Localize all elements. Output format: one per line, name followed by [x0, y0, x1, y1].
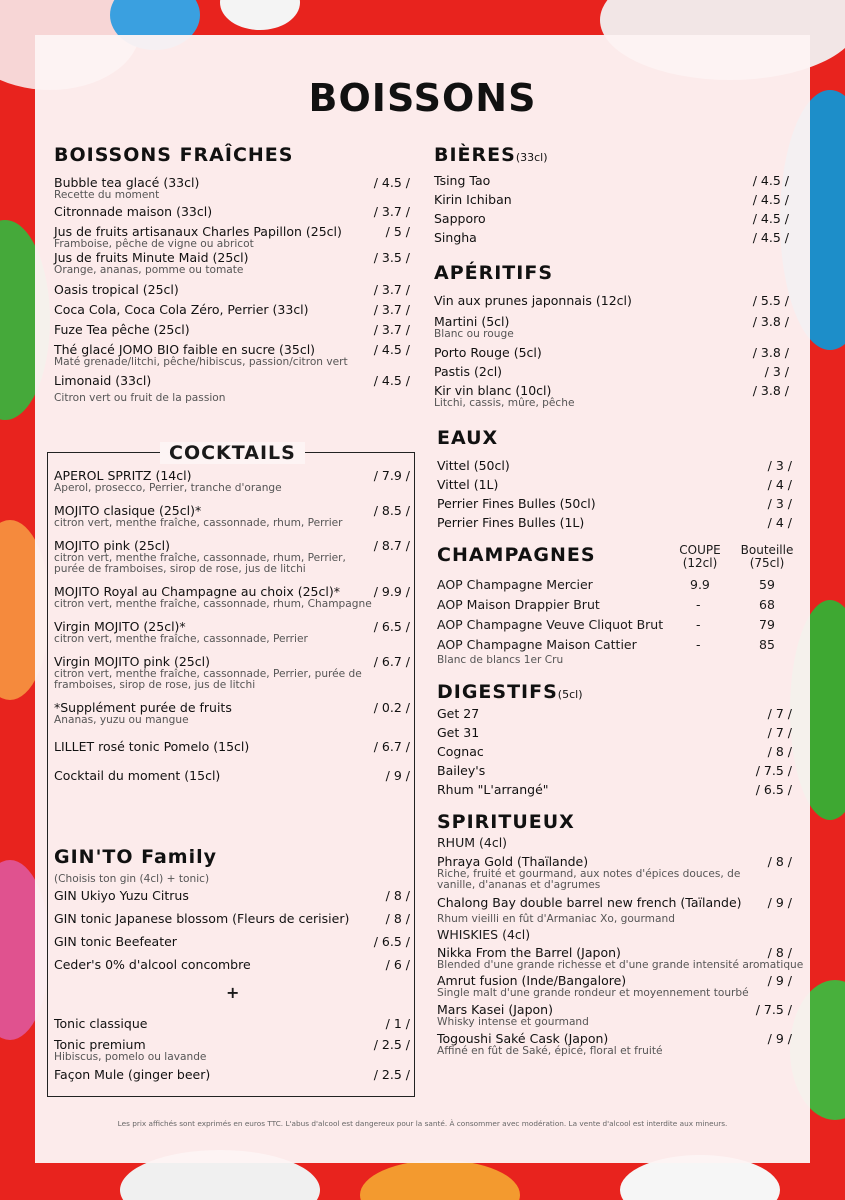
list-item: Get 27 / 7 /: [437, 706, 792, 721]
list-item: Virgin MOJITO (25cl)* / 6.5 /: [54, 619, 410, 634]
section-boissons-fraiches: BOISSONS FRAÎCHES Bubble tea glacé (33cl) / 4.5 / Recette du moment Citronnade maison (33cl) / 3.7 / Jus de fruits artisanaux Charles Papillon (25cl) / 5 / Framboise, pêche de vigne ou abricot Jus de fruits Minute Maid (25cl) / 3.5 / Orange, ananas, pomme ou tomate Oasis tropical (25cl) / 3.7 / Coca Cola, Coca Cola Zéro, Perrier (33cl) / 3.7 / Fuze Tea pêche (25cl) / 3.7 / Thé glacé JOMO BIO faible en sucre (35cl) / 4.5 / Maté grenade/litchi, pêche/hibiscus, passion/citron vert Limonaid (33cl) / 4.5 / Citron vert ou fruit de la passion: [54, 144, 410, 404]
list-item: MOJITO pink (25cl) / 8.7 /: [54, 538, 410, 553]
list-item: Cognac / 8 /: [437, 744, 792, 759]
list-item: Kir vin blanc (10cl) / 3.8 /: [434, 383, 789, 398]
page-title: BOISSONS: [308, 76, 537, 120]
section-heading: SPIRITUEUX: [437, 811, 575, 833]
list-item: Amrut fusion (Inde/Bangalore) / 9 /: [437, 973, 792, 988]
section-spiritueux: SPIRITUEUX RHUM (4cl) Phraya Gold (Thaïlande) / 8 / Riche, fruité et gourmand, aux notes d'épices douces, de vanille, d'ananas et d'agrumes Chalong Bay double barrel new french (Taïlande) / 9 / Rhum vieilli en fût d'Armaniac Xo, gourmand WHISKIES (4cl) Nikka From the Barrel (Japon) / 8 / Blended d'une grande richesse et d'une grande intensité aromatique Amrut fusion (Inde/Bangalore) / 9 / Single malt d'une grande rondeur et moyennement tourbé Mars Kasei (Japon) / 7.5 / Whisky intense et gourmand Togoushi Saké Cask (Japon) / 9 / Affiné en fût de Saké, épicé, floral et fruité: [437, 811, 804, 1057]
section-heading: BOISSONS FRAÎCHES: [54, 144, 294, 166]
list-item: Thé glacé JOMO BIO faible en sucre (35cl) / 4.5 /: [54, 342, 410, 357]
list-item: Limonaid (33cl) / 4.5 /: [54, 373, 410, 388]
list-item: Porto Rouge (5cl) / 3.8 /: [434, 345, 789, 360]
list-item: Vittel (1L) / 4 /: [437, 477, 792, 492]
list-item: Togoushi Saké Cask (Japon) / 9 /: [437, 1031, 792, 1046]
section-digestifs: [437, 681, 792, 797]
section-tonics: Tonic classique / 1 / Tonic premium / 2.5 / Hibiscus, pomelo ou lavande Façon Mule (ginger beer) / 2.5 /: [54, 1016, 410, 1082]
list-item: MOJITO clasique (25cl)* / 8.5 /: [54, 503, 410, 518]
list-item: MOJITO Royal au Champagne au choix (25cl)* / 9.9 /: [54, 584, 410, 599]
list-item: Perrier Fines Bulles (1L) / 4 /: [437, 515, 792, 530]
list-item: Bubble tea glacé (33cl) / 4.5 /: [54, 175, 410, 190]
list-item: Phraya Gold (Thaïlande) / 8 /: [437, 854, 792, 869]
list-item: Jus de fruits Minute Maid (25cl) / 3.5 /: [54, 250, 410, 265]
list-item: Tonic classique / 1 /: [54, 1016, 410, 1031]
list-item: Rhum "L'arrangé" / 6.5 /: [437, 782, 792, 797]
section-aperitifs: APÉRITIFS Vin aux prunes japonnais (12cl) / 5.5 / Martini (5cl) / 3.8 / Blanc ou rouge Porto Rouge (5cl) / 3.8 / Pastis (2cl) / 3 / Kir vin blanc (10cl) / 3.8 / Litchi, cassis, mûre, pêche: [434, 262, 789, 409]
list-item: Pastis (2cl) / 3 /: [434, 364, 789, 379]
list-item: Jus de fruits artisanaux Charles Papillon (25cl) / 5 /: [54, 224, 410, 239]
section-heading: BIÈRES(33cl): [434, 144, 548, 166]
list-item: Martini (5cl) / 3.8 /: [434, 314, 789, 329]
list-item: Vittel (50cl) / 3 /: [437, 458, 792, 473]
section-bieres: [434, 144, 789, 245]
list-item: GIN tonic Japanese blossom (Fleurs de cerisier) / 8 /: [54, 911, 410, 926]
list-item: Coca Cola, Coca Cola Zéro, Perrier (33cl) / 3.7 /: [54, 302, 410, 317]
list-item: Singha / 4.5 /: [434, 230, 789, 245]
section-ginto: GIN'TO Family (Choisis ton gin (4cl) + tonic) GIN Ukiyo Yuzu Citrus / 8 / GIN tonic Japanese blossom (Fleurs de cerisier) / 8 / GIN tonic Beefeater / 6.5 / Ceder's 0% d'alcool concombre / 6 /: [54, 846, 410, 972]
list-item: GIN tonic Beefeater / 6.5 /: [54, 934, 410, 949]
section-eaux: [437, 427, 792, 530]
list-item: Vin aux prunes japonnais (12cl) / 5.5 /: [434, 293, 789, 308]
column-header-bouteille: Bouteille (75cl): [740, 543, 794, 570]
section-heading: EAUX: [437, 427, 499, 449]
section-heading-champagnes: CHAMPAGNES: [437, 544, 596, 566]
list-item: Get 31 / 7 /: [437, 725, 792, 740]
list-item: Perrier Fines Bulles (50cl) / 3 /: [437, 496, 792, 511]
list-item: GIN Ukiyo Yuzu Citrus / 8 /: [54, 888, 410, 903]
list-item: Façon Mule (ginger beer) / 2.5 /: [54, 1067, 410, 1082]
list-item: APEROL SPRITZ (14cl) / 7.9 /: [54, 468, 410, 483]
plus-sign: +: [226, 983, 240, 1002]
list-item: Kirin Ichiban / 4.5 /: [434, 192, 789, 207]
list-item: *Supplément purée de fruits / 0.2 /: [54, 700, 410, 715]
list-item: Tonic premium / 2.5 /: [54, 1037, 410, 1052]
list-item: Cocktail du moment (15cl) / 9 /: [54, 768, 410, 783]
list-item: Nikka From the Barrel (Japon) / 8 /: [437, 945, 792, 960]
list-item: Sapporo / 4.5 /: [434, 211, 789, 226]
list-item: Ceder's 0% d'alcool concombre / 6 /: [54, 957, 410, 972]
list-item: Bailey's / 7.5 /: [437, 763, 792, 778]
list-item: LILLET rosé tonic Pomelo (15cl) / 6.7 /: [54, 739, 410, 754]
list-item: Fuze Tea pêche (25cl) / 3.7 /: [54, 322, 410, 337]
section-heading: APÉRITIFS: [434, 262, 554, 284]
subheading-rhum: RHUM (4cl): [437, 835, 508, 850]
legal-footer: Les prix affichés sont exprimés en euros TTC. L'abus d'alcool est dangereux pour la santé. À consommer avec modération. La vente d'alcool est interdite aux mineurs.: [117, 1119, 728, 1128]
section-heading-cocktails: COCKTAILS: [160, 442, 305, 464]
list-item: Tsing Tao / 4.5 /: [434, 173, 789, 188]
list-item: Virgin MOJITO pink (25cl) / 6.7 /: [54, 654, 410, 669]
list-item: Mars Kasei (Japon) / 7.5 /: [437, 1002, 792, 1017]
list-item: Chalong Bay double barrel new french (Taïlande) / 9 /: [437, 895, 792, 910]
section-cocktails: APEROL SPRITZ (14cl) / 7.9 / Aperol, prosecco, Perrier, tranche d'orange MOJITO clasique (25cl)* / 8.5 / citron vert, menthe fraîche, cassonnade, rhum, Perrier MOJITO pink (25cl) / 8.7 / citron vert, menthe fraîche, cassonnade, rhum, Perrier, purée de framboises, sirop de rose, jus de litchi MOJITO Royal au Champagne au choix (25cl)* / 9.9 / citron vert, menthe fraîche, cassonnade, rhum, Champagne Virgin MOJITO (25cl)* / 6.5 / citron vert, menthe fraîche, cassonnade, Perrier Virgin MOJITO pink (25cl) / 6.7 / citron vert, menthe fraîche, cassonnade, Perrier, purée de framboises, sirop de rose, jus de litchi *Supplément purée de fruits / 0.2 / Ananas, yuzu ou mangue LILLET rosé tonic Pomelo (15cl) / 6.7 / Cocktail du moment (15cl) / 9 /: [54, 468, 410, 783]
list-item: Citronnade maison (33cl) / 3.7 /: [54, 204, 410, 219]
list-item: Oasis tropical (25cl) / 3.7 /: [54, 282, 410, 297]
section-heading: GIN'TO Family: [54, 846, 218, 868]
column-header-coupe: COUPE (12cl): [679, 543, 721, 570]
subheading-whiskies: WHISKIES (4cl): [437, 927, 531, 942]
section-heading: DIGESTIFS(5cl): [437, 681, 583, 703]
